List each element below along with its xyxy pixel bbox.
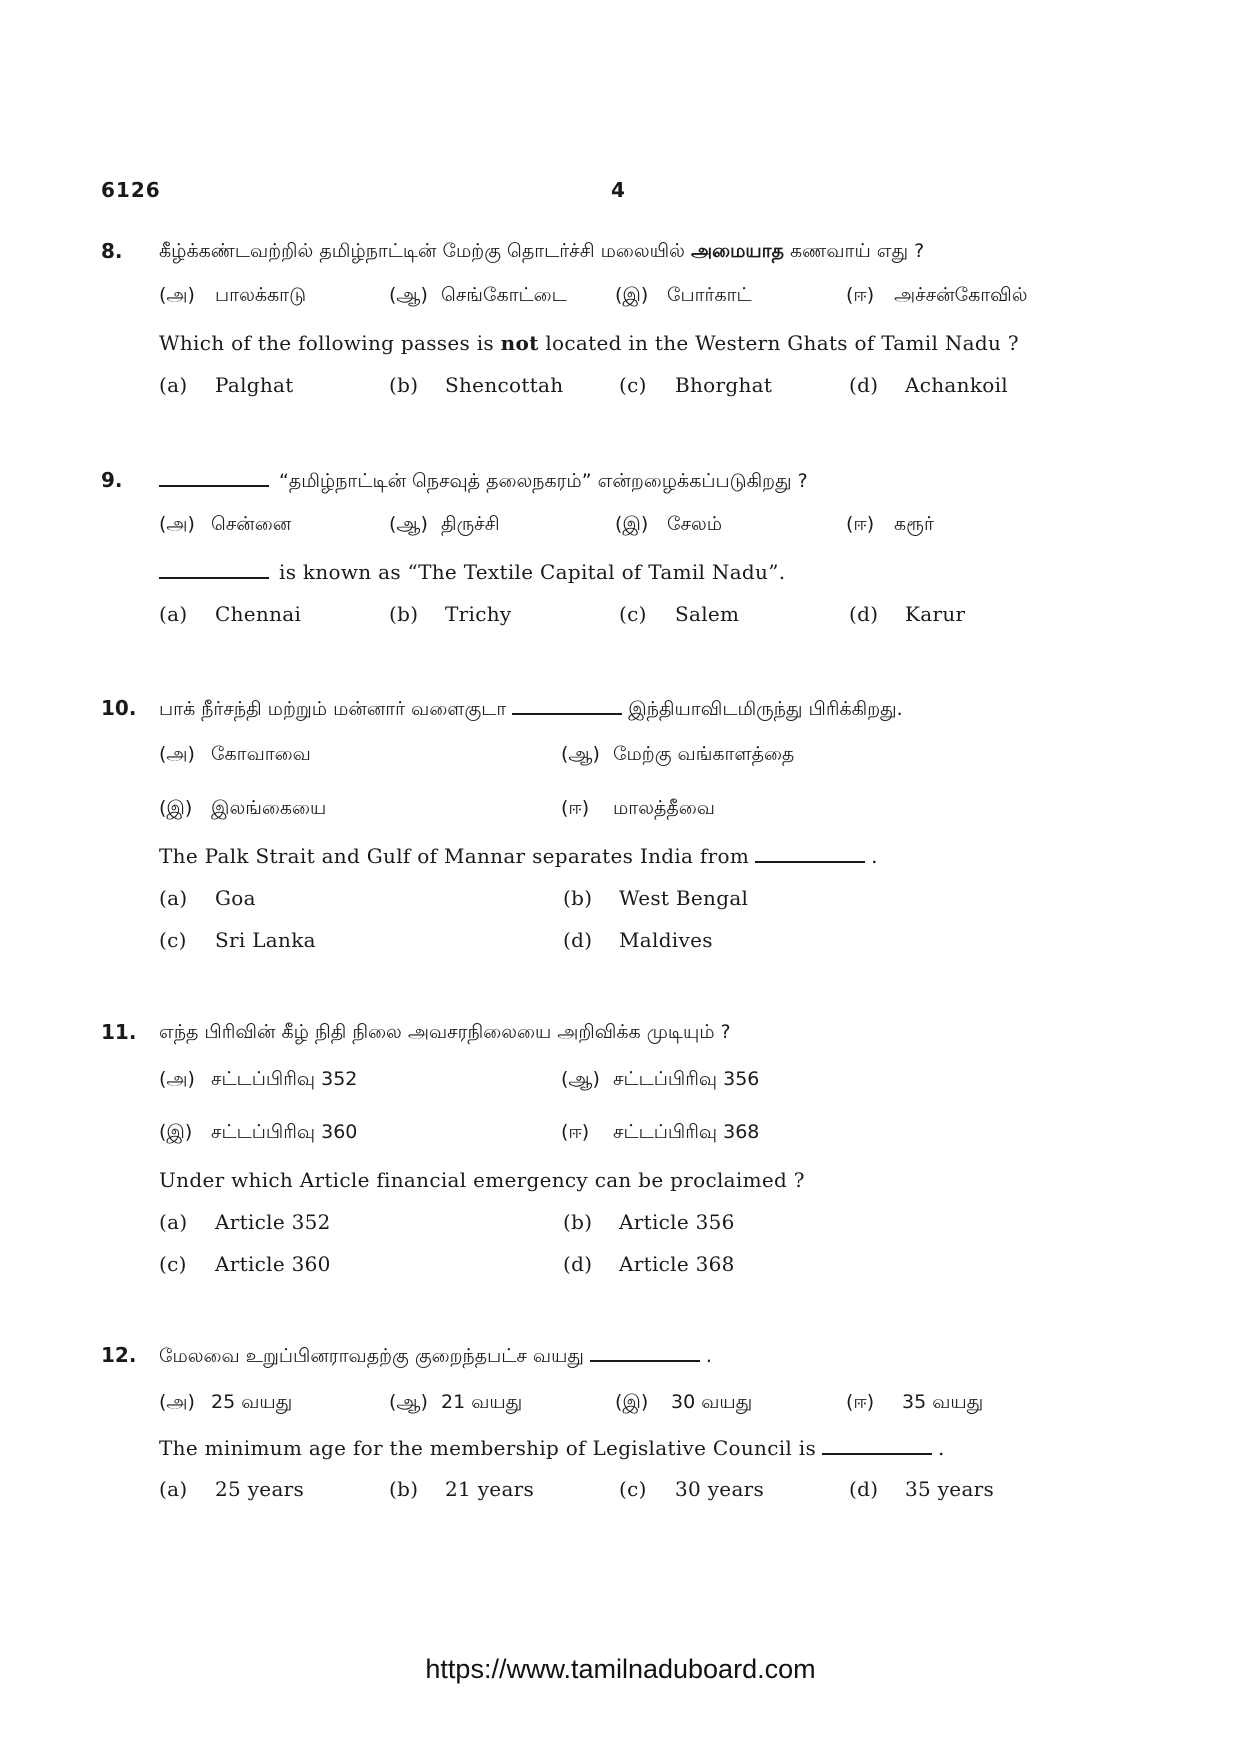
answer-blank <box>822 1433 932 1455</box>
question-number: 9. <box>101 468 123 492</box>
question-text-english: Which of the following passes is not located in the Western Ghats of Tamil Nadu ? <box>159 331 1019 355</box>
paper-code: 6126 <box>101 178 161 202</box>
question-number: 10. <box>101 696 137 720</box>
question-text-english: The minimum age for the membership of Legislative Council is . <box>159 1433 945 1463</box>
question-text-tamil: கீழ்க்கண்டவற்றில் தமிழ்நாட்டின் மேற்கு தொடர்ச்சி மலையில் அமையாத கணவாய் எது ? <box>159 240 925 262</box>
question-text-tamil: எந்த பிரிவின் கீழ் நிதி நிலை அவசரநிலையை அறிவிக்க முடியும் ? <box>159 1021 731 1043</box>
question-text-tamil: “தமிழ்நாட்டின் நெசவுத் தலைநகரம்” என்றழைக்கப்படுகிறது ? <box>159 465 808 496</box>
page-header <box>101 178 1141 208</box>
answer-blank <box>512 693 622 715</box>
question-number: 11. <box>101 1020 137 1044</box>
answer-blank <box>755 841 865 863</box>
question-text-english: The Palk Strait and Gulf of Mannar separates India from . <box>159 841 878 871</box>
question-number: 12. <box>101 1343 137 1367</box>
question-text-tamil: மேலவை உறுப்பினராவதற்கு குறைந்தபட்ச வயது . <box>159 1340 712 1371</box>
footer-url: https://www.tamilnaduboard.com <box>425 1654 816 1684</box>
question-text-english: is known as “The Textile Capital of Tamil Nadu”. <box>159 557 785 587</box>
question-number: 8. <box>101 239 123 263</box>
question-text-tamil: பாக் நீர்சந்தி மற்றும் மன்னார் வளைகுடா இந்தியாவிடமிருந்து பிரிக்கிறது. <box>159 693 903 724</box>
answer-blank <box>159 465 269 487</box>
page-number: 4 <box>611 178 625 202</box>
question-text-english: Under which Article financial emergency can be proclaimed ? <box>159 1168 805 1192</box>
answer-blank <box>590 1340 700 1362</box>
answer-blank <box>159 557 269 579</box>
